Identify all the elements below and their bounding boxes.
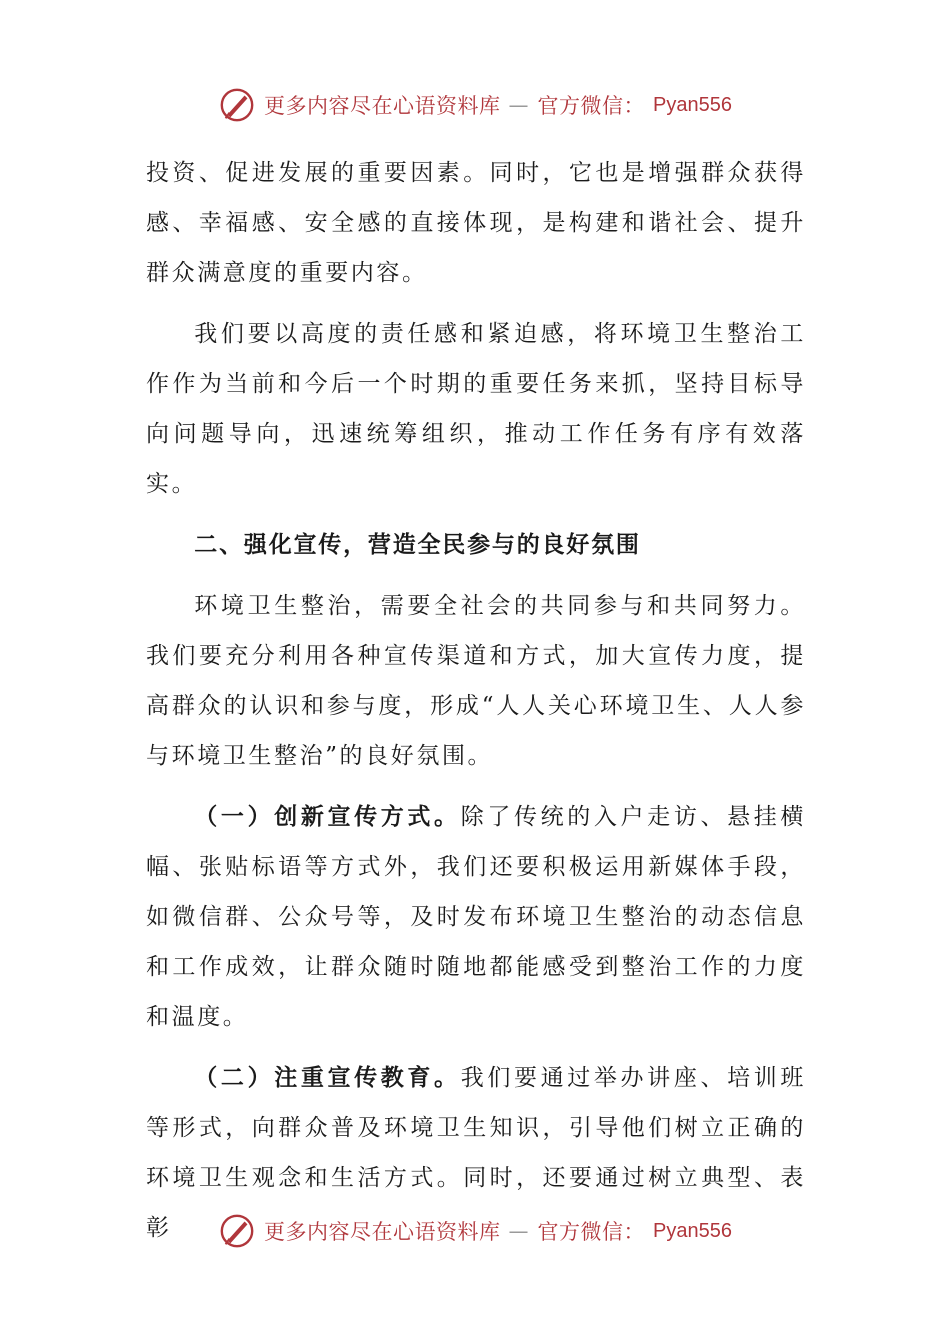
paragraph-publicity: 环境卫生整治，需要全社会的共同参与和共同努力。我们要充分利用各种宣传渠道和方式，加大宣传力度，提高群众的认识和参与度，形成“人人关心环境卫生、人人参与环境卫生整治”的良好氛围。 [146,593,806,769]
banner-main-text: 更多内容尽在心语资料库 [264,1220,501,1244]
paragraph-responsibility: 我们要以高度的责任感和紧迫感，将环境卫生整治工作作为当前和今后一个时期的重要任务来抓，坚持目标导向问题导向，迅速统筹组织，推动工作任务有序有效落实。 [146,321,806,497]
paragraph-innovate-body: 除了传统的入户走访、悬挂横幅、张贴标语等方式外，我们还要积极运用新媒体手段，如微信群、公众号等，及时发布环境卫生整治的动态信息和工作成效，让群众随时随地都能感受到整治工作的力度和温度。 [146,804,806,1030]
quill-logo-icon [218,1212,256,1250]
footer-watermark-banner [0,1212,950,1250]
section-heading-2: 二、强化宣传，营造全民参与的良好氛围 [194,532,641,558]
banner-account-prefix: 官方微信： [537,94,646,118]
banner-separator: — [508,93,530,117]
paragraph-education-body: 我们要通过举办讲座、培训班等形式，向群众普及环境卫生知识，引导他们树立正确的环境卫生观念和生活方式。同时，还要通过树立典型、表彰 [146,1065,806,1241]
document-body [146,148,806,1253]
paragraph-innovate-methods [146,792,806,1042]
banner-account-prefix: 官方微信： [537,1220,646,1244]
banner-account-id: Pyan556 [653,1219,732,1242]
banner-main-text: 更多内容尽在心语资料库 [264,94,501,118]
paragraph-continuation: 投资、促进发展的重要因素。同时，它也是增强群众获得感、幸福感、安全感的直接体现，是构建和谐社会、提升群众满意度的重要内容。 [146,160,806,286]
banner-account-id: Pyan556 [653,93,732,116]
quill-logo-icon [218,86,256,124]
subheading-1: （一）创新宣传方式。 [194,804,461,830]
header-watermark-banner [0,86,950,124]
banner-separator: — [508,1219,530,1243]
subheading-2: （二）注重宣传教育。 [194,1065,461,1091]
